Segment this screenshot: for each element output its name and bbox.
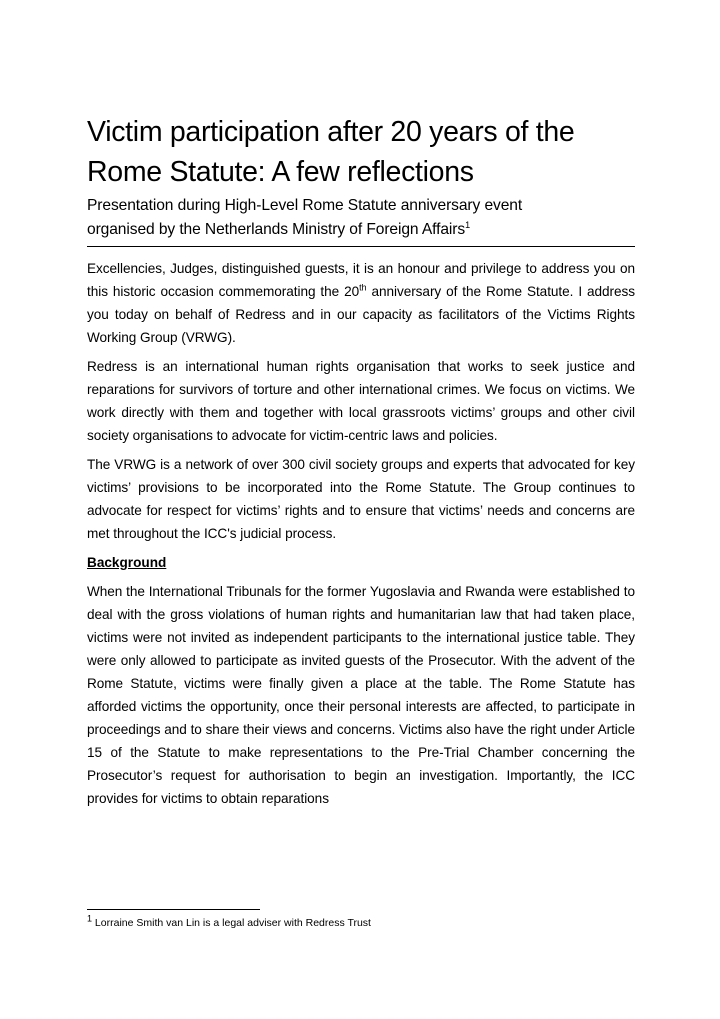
paragraph-background: When the International Tribunals for the former Yugoslavia and Rwanda were established to deal with the gross violations of human rights and humanitarian law that had taken place, victims were not invited as independent participants to the international justice table. They were only allowed to participate as invited guests of the Prosecutor. With the advent of the Rome Statute, victims were finally given a place at the table. The Rome Statute has afforded victims the opportunity, once their personal interests are affected, to participate in proceedings and to share their views and concerns. Victims also have the right under Article 15 of the Statute to make representations to the Pre-Trial Chamber concerning the Prosecutor’s request for authorisation to begin an investigation. Importantly, the ICC provides for victims to obtain reparations	[87, 584, 635, 806]
footnote-text: Lorraine Smith van Lin is a legal adviser with Redress Trust	[92, 917, 371, 929]
title-line-2: Rome Statute: A few reflections	[87, 156, 474, 188]
paragraph-redress: Redress is an international human rights organisation that works to seek justice and reparations for survivors of torture and other international crimes. We focus on victims. We work directly with them and together with local grassroots victims’ groups and other civil society organisations to advocate for victim-centric laws and policies.	[87, 359, 635, 443]
footnote-number: 1	[87, 913, 93, 924]
ordinal-superscript: th	[359, 282, 367, 293]
footnote-separator	[87, 909, 260, 910]
paragraph-introduction-part-2: anniversary of the Rome Statute. I address you today on behalf of Redress and in our capacity as facilitators of the Victims Rights Working Group (VRWG).	[87, 284, 635, 345]
document-body	[87, 112, 635, 816]
subtitle-footnote-reference[interactable]: 1	[465, 219, 470, 230]
footnote	[87, 915, 371, 931]
section-heading-background: Background	[87, 555, 167, 570]
paragraph-introduction-part-1: Excellencies, Judges, distinguished guests, it is an honour and privilege to address you on this historic occasion commemorating the 20	[87, 261, 635, 299]
paragraph-vrwg: The VRWG is a network of over 300 civil society groups and experts that advocated for key victims’ provisions to be incorporated into the Rome Statute. The Group continues to advocate for respect for victims’ rights and to ensure that victims’ needs and concerns are met throughout the ICC's judicial process.	[87, 457, 635, 541]
document-title	[87, 112, 635, 192]
subtitle-line-1: Presentation during High-Level Rome Statute anniversary event	[87, 197, 523, 214]
title-line-1: Victim participation after 20 years of the	[87, 116, 575, 148]
document-subtitle	[87, 194, 635, 247]
subtitle-line-2: organised by the Netherlands Ministry of Foreign Affairs	[87, 221, 466, 238]
paragraph-introduction	[87, 257, 635, 349]
